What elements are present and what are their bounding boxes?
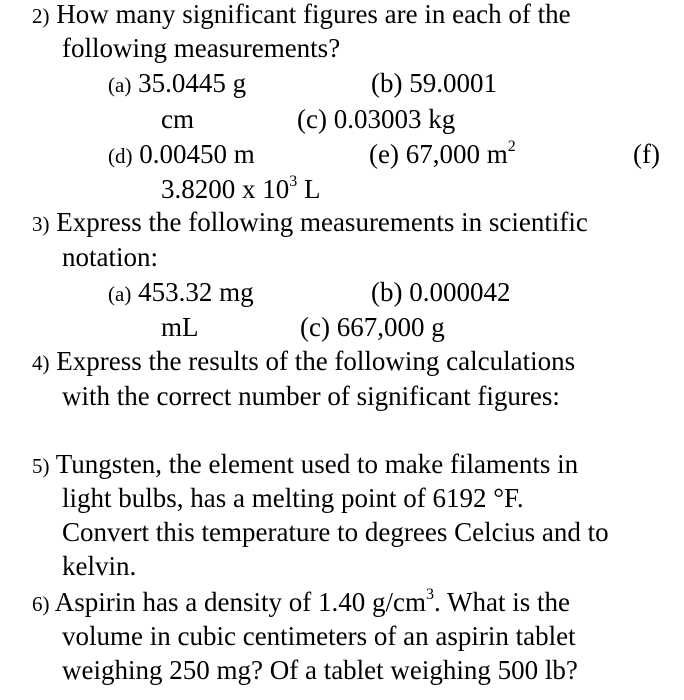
q2-part-a-label: (a) [108, 73, 132, 97]
question-6-line-1 [32, 585, 570, 621]
question-5-line-3 [62, 515, 609, 549]
question-2-number: 2) [32, 4, 50, 28]
q2-part-f-label-line [633, 137, 660, 171]
q2-part-e-exponent: 2 [507, 138, 516, 155]
q3-part-b [371, 275, 510, 309]
question-5-line-4 [62, 549, 136, 583]
question-6-text-3: weighing 250 mg? Of a tablet weighing 500 lb? [62, 655, 578, 685]
q2-part-e [369, 137, 516, 171]
question-3-text-2: notation: [62, 242, 158, 272]
q2-part-b [371, 66, 497, 100]
question-6-text-1b: . What is the [433, 587, 570, 617]
question-5-text-4: kelvin. [62, 551, 137, 581]
question-4-line-1 [32, 344, 575, 380]
question-6-number: 6) [32, 592, 50, 616]
question-3-line-1 [32, 205, 588, 241]
question-3-number: 3) [32, 212, 50, 236]
question-2-line-1 [32, 0, 571, 33]
question-2-line-2 [62, 31, 340, 65]
q3-part-b-text: (b) 0.000042 [371, 277, 511, 307]
q3-part-a-label: (a) [108, 282, 132, 306]
q3-part-a-value: 453.32 mg [138, 277, 254, 307]
question-5-text-3: Convert this temperature to degrees Celcius and to [62, 517, 609, 547]
question-6-line-3 [62, 653, 578, 687]
q2-part-c [297, 102, 455, 136]
q3-part-a [108, 275, 254, 311]
q2-part-e-text: (e) 67,000 m [369, 139, 508, 169]
q2-part-b-text: (b) 59.0001 [371, 68, 497, 98]
question-2-text-1: How many significant figures are in each of the [56, 0, 571, 29]
question-6-line-2 [62, 619, 576, 653]
question-6-text-1a: Aspirin has a density of 1.40 g/cm [54, 587, 426, 617]
question-6-text-2: volume in cubic centimeters of an aspirin tablet [62, 621, 576, 651]
question-4-text-1: Express the results of the following calculations [56, 346, 576, 376]
question-5-text-1: Tungsten, the element used to make filaments in [55, 449, 579, 479]
q2-part-b-unit [161, 102, 194, 136]
q2-part-f-label: (f) [633, 139, 660, 169]
question-5-line-2 [62, 481, 524, 515]
question-3-text-1: Express the following measurements in scientific [56, 207, 588, 237]
question-4-text-2: with the correct number of significant figures: [62, 381, 560, 411]
q2-part-f-unit: L [297, 174, 321, 204]
q3-part-b-unit-text: mL [161, 312, 199, 342]
q3-part-b-unit [161, 310, 199, 344]
q2-part-f-base: 3.8200 x 10 [161, 174, 290, 204]
question-5-number: 5) [32, 454, 50, 478]
q2-part-b-unit-text: cm [161, 104, 194, 134]
question-6-exponent: 3 [425, 586, 434, 603]
q2-part-a-value: 35.0445 g [138, 68, 247, 98]
q3-part-c [300, 310, 445, 344]
q2-part-a [108, 66, 246, 102]
q2-part-d-value: 0.00450 m [139, 139, 255, 169]
q2-part-f-exponent: 3 [289, 173, 298, 190]
question-4-number: 4) [32, 351, 50, 375]
question-4-line-2 [62, 379, 560, 413]
question-3-line-2 [62, 240, 158, 274]
question-5-text-2: light bulbs, has a melting point of 6192 °F. [62, 483, 524, 513]
q2-part-d-label: (d) [108, 144, 133, 168]
q3-part-c-text: (c) 667,000 g [300, 312, 445, 342]
question-2-text-2: following measurements? [62, 33, 341, 63]
q2-part-f [161, 172, 321, 206]
q2-part-d [108, 137, 255, 173]
question-5-line-1 [32, 447, 578, 483]
q2-part-c-text: (c) 0.03003 kg [297, 104, 456, 134]
